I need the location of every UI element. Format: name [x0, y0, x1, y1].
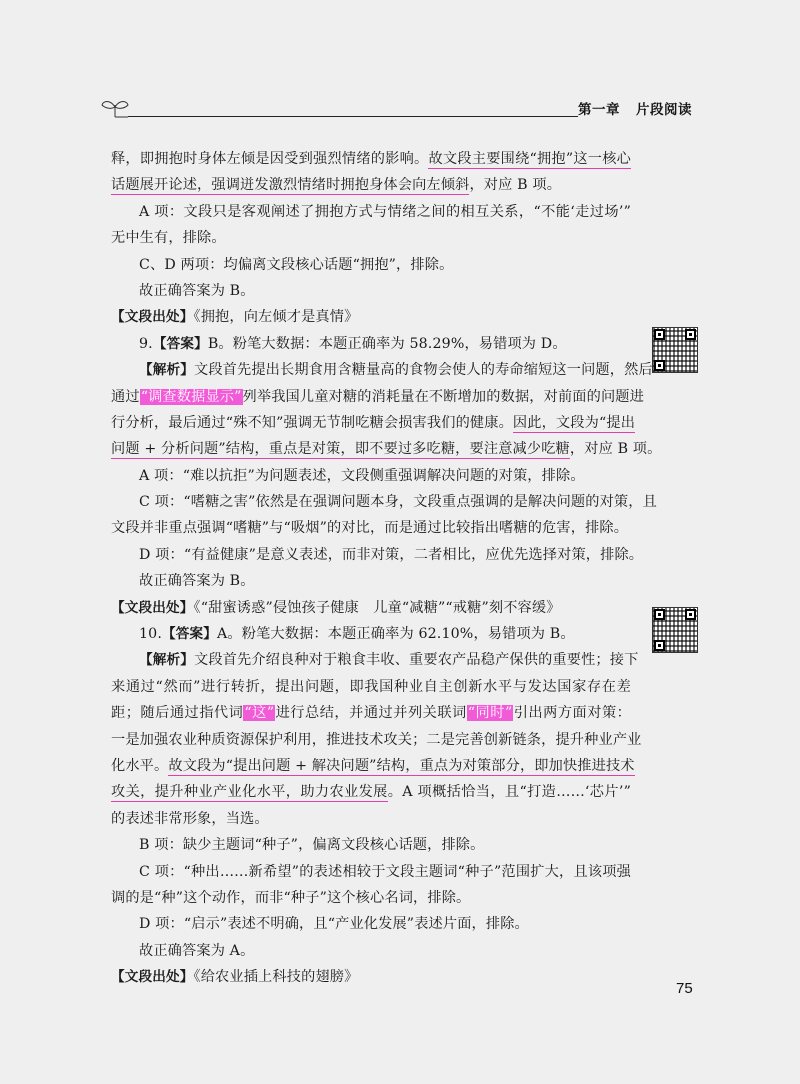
text-run: A 项：“难以抗拒”为问题表述，文段侧重强调解决问题的对策，排除。	[139, 467, 585, 484]
text-run: 故正确答案为 B。	[139, 282, 255, 299]
underlined-text: 故文段为“提出问题 + 解决问题”结构，重点为对策部分，即加快推进技术	[168, 757, 635, 774]
text-run: 故正确答案为 A。	[139, 942, 255, 959]
text-line	[111, 621, 631, 647]
text-line	[111, 885, 631, 911]
section-tag: 【文段出处】	[111, 599, 194, 616]
text-run: 的表述非常形象，当选。	[111, 810, 269, 827]
text-line	[111, 595, 631, 621]
text-line	[111, 489, 657, 515]
text-run: 故正确答案为 B。	[139, 573, 255, 590]
chapter-label: 第一章	[578, 102, 620, 118]
text-run: ，对应 B 项。	[569, 441, 662, 458]
text-line	[111, 331, 631, 357]
text-run: 距；随后通过指代词	[111, 705, 244, 722]
text-run: 列举我国儿童对糖的消耗量在不断增加的数据，对前面的问题进	[242, 388, 644, 405]
text-line	[111, 199, 631, 225]
text-run: 文段并非重点强调“嗜糖”与“吸烟”的对比，而是通过比较指出嗜糖的危害，排除。	[111, 520, 629, 537]
text-line	[111, 674, 631, 700]
text-line	[111, 753, 635, 779]
text-run: A 项：文段只是客观阐述了拥抱方式与情绪之间的相互关系，“不能‘走过场’”	[139, 203, 631, 220]
text-line	[111, 225, 631, 251]
text-run: 《拥抱，向左倾才是真情》	[193, 309, 359, 326]
text-line	[111, 727, 642, 753]
qr-code-icon[interactable]	[652, 327, 698, 373]
text-run: 文段首先介绍良种对于粮食丰收、重要农产品稳产保供的重要性；接下	[193, 652, 639, 669]
answer-explanation-text	[111, 146, 662, 991]
section-tag: 【文段出处】	[111, 309, 194, 326]
text-run: 一是加强农业种质资源保护利用，推进技术攻关；二是完善创新链条，提升种业产业	[111, 731, 642, 748]
text-run: 行分析，最后通过“殊不知”强调无节制吃糖会损害我们的健康。	[111, 414, 513, 431]
text-line	[111, 964, 631, 990]
text-run: 无中生有，排除。	[111, 230, 226, 247]
text-run: A。粉笔大数据：本题正确率为 62.10%，易错项为 B。	[217, 626, 575, 643]
underlined-text: 因此，文段为“提出	[512, 414, 636, 431]
text-run: D 项：“启示”表述不明确，且“产业化发展”表述片面，排除。	[139, 916, 529, 933]
text-run: D 项：“有益健康”是意义表述，而非对策，二者相比，应优先选择对策，排除。	[139, 546, 644, 563]
text-run: B。粉笔大数据：本题正确率为 58.29%，易错项为 D。	[207, 335, 567, 352]
text-run: 9.	[139, 335, 153, 352]
section-tag: 【答案】	[152, 335, 208, 352]
section-tag: 【文段出处】	[111, 969, 194, 986]
header-rule	[128, 116, 578, 117]
text-run: 。A 项概括恰当，且“打造……‘芯片’”	[387, 784, 631, 801]
text-line	[111, 172, 631, 198]
text-line	[111, 515, 631, 541]
text-line	[111, 410, 636, 436]
text-run: B 项：缺少主题词“种子”，偏离文段核心话题，排除。	[139, 837, 485, 854]
text-line	[111, 304, 631, 330]
section-tag: 【答案】	[162, 626, 217, 643]
text-line	[111, 938, 631, 964]
text-line	[111, 278, 631, 304]
text-run: 进行总结，并通过并列关联词	[275, 705, 467, 722]
text-run: 10.	[139, 626, 163, 643]
text-line	[111, 252, 631, 278]
text-line	[111, 832, 631, 858]
highlighted-keyword: “这”	[244, 705, 275, 722]
text-line	[111, 911, 631, 937]
text-line	[111, 463, 631, 489]
text-run: 来通过“然而”进行转折，提出问题，即我国种业自主创新水平与发达国家存在差	[111, 678, 631, 695]
page-number: 75	[676, 980, 693, 997]
section-tag: 【解析】	[139, 362, 194, 379]
text-run: 调的是“种”这个动作，而非“种子”这个核心名词，排除。	[111, 889, 471, 906]
text-line	[111, 779, 631, 805]
section-tag: 【解析】	[139, 652, 194, 669]
text-run: C 项：“种出……新希望”的表述相较于文段主题词“种子”范围扩大，且该项强	[139, 863, 631, 880]
leaf-ornament-icon	[100, 97, 130, 119]
running-header	[578, 98, 692, 118]
text-line	[111, 384, 644, 410]
text-line	[111, 568, 631, 594]
text-run: 《“甜蜜诱惑”侵蚀孩子健康 儿童“减糖”“戒糖”刻不容缓》	[193, 599, 561, 616]
text-run: ，对应 B 项。	[469, 177, 562, 194]
text-line	[111, 647, 639, 673]
text-run: 引出两方面对策：	[513, 705, 631, 722]
section-label: 片段阅读	[636, 102, 692, 118]
text-line	[111, 859, 631, 885]
text-line	[111, 542, 644, 568]
text-run: 通过	[111, 388, 140, 405]
underlined-text: 故文段主要围绕“拥抱”这一核心	[428, 151, 631, 167]
text-run: C 项：“嗜糖之害”依然是在强调问题本身，文段重点强调的是解决问题的对策，且	[139, 494, 657, 511]
text-line	[111, 146, 631, 172]
highlighted-keyword: “调查数据显示”	[140, 388, 242, 405]
text-run: C、D 两项：均偏离文段核心话题“拥抱”，排除。	[139, 256, 454, 273]
underlined-text: 攻关，提升种业产业化水平，助力农业发展	[111, 784, 388, 801]
text-line	[111, 700, 631, 726]
highlighted-keyword: “同时”	[467, 705, 513, 722]
text-line	[111, 806, 631, 832]
text-run: 文段首先提出长期食用含糖量高的食物会使人的寿命缩短这一问题，然后	[193, 362, 653, 379]
text-line	[111, 357, 653, 383]
text-line	[111, 436, 662, 462]
text-run: 释，即拥抱时身体左倾是因受到强烈情绪的影响。	[111, 151, 429, 167]
text-run: 《给农业插上科技的翅膀》	[193, 969, 359, 986]
underlined-text: 问题 + 分析问题”结构，重点是对策，即不要过多吃糖，要注意减少吃糖	[111, 441, 570, 458]
qr-code-icon[interactable]	[652, 607, 698, 653]
underlined-text: 话题展开论述，强调迸发激烈情绪时拥抱身体会向左倾斜	[111, 177, 470, 194]
text-run: 化水平。	[111, 757, 169, 774]
